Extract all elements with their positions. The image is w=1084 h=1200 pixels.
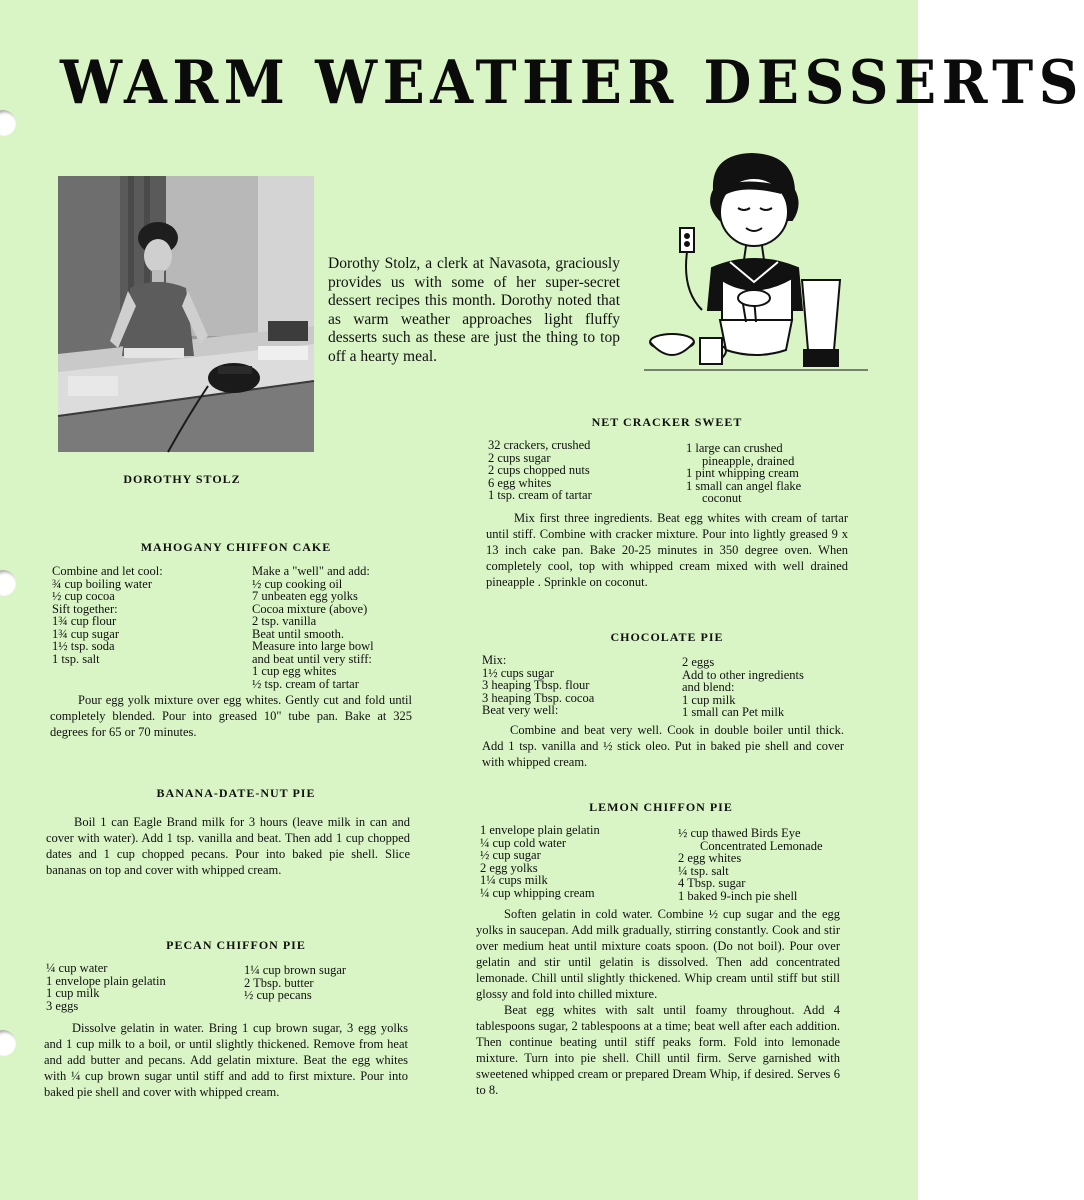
ingredients-cracker-2	[686, 442, 801, 505]
ingredient: ½ cup thawed Birds Eye	[678, 826, 801, 840]
ingredient: 2 eggs	[682, 655, 715, 669]
ingredient: 3 heaping Tbsp. flour	[482, 678, 590, 692]
ingredient: ½ cup pecans	[244, 988, 312, 1002]
ingredient: 1½ cups sugar	[482, 665, 554, 680]
ingredient: 2 egg whites	[678, 851, 742, 865]
ingredients-lemon-1	[480, 824, 600, 899]
ingredient: 1 tsp. salt	[52, 651, 100, 666]
page-title: WARM WEATHER DESSERTS	[60, 48, 1084, 118]
ingredient: 1 envelope plain gelatin	[46, 973, 166, 988]
ingredient: Make a "well" and add:	[252, 564, 370, 578]
ingredient: 1¼ cups milk	[480, 873, 548, 887]
ingredients-chocolate-2	[682, 656, 804, 719]
ingredient: 1¾ cup sugar	[52, 626, 119, 641]
ingredient: 7 unbeaten egg yolks	[252, 589, 358, 603]
ingredient: Combine and let cool:	[52, 564, 163, 578]
binder-hole	[0, 110, 16, 136]
binder-hole	[0, 1030, 16, 1056]
ingredients-chocolate-1	[482, 654, 594, 717]
ingredient: 1 cup milk	[682, 692, 736, 707]
directions-mahogany: Pour egg yolk mixture over egg whites. Gently cut and fold until completely blended. Pour into greased 10" tube pan. Bake at 325 degrees for 65 or 70 minutes.	[50, 693, 412, 739]
recipe-title-chocolate: CHOCOLATE PIE	[610, 630, 724, 644]
ingredient: Beat very well:	[482, 703, 559, 717]
recipe-title-banana: BANANA-DATE-NUT PIE	[156, 786, 316, 800]
ingredients-mahogany-1	[52, 565, 163, 665]
ingredient: 1¾ cup flour	[52, 614, 117, 628]
portrait-photo	[58, 176, 314, 452]
ingredient: 2 tsp. vanilla	[252, 614, 317, 628]
ingredient: 1 small can Pet milk	[682, 705, 785, 719]
recipe-title-mahogany: MAHOGANY CHIFFON CAKE	[140, 540, 332, 554]
recipe-title-lemon: LEMON CHIFFON PIE	[589, 800, 733, 814]
baking-woman-illustration	[642, 150, 870, 375]
ingredient: ½ tsp. cream of tartar	[252, 676, 359, 691]
ingredient: Cocoa mixture (above)	[252, 601, 368, 616]
ingredient: Measure into large bowl	[252, 639, 374, 653]
ingredient: coconut	[702, 491, 742, 505]
ingredient: ¼ cup water	[46, 961, 108, 975]
ingredient: 1 pint whipping cream	[686, 466, 799, 480]
ingredient: Sift together:	[52, 601, 118, 616]
ingredient: 2 Tbsp. butter	[244, 975, 314, 990]
ingredient: 1 small can angel flake	[686, 478, 802, 493]
ingredients-pecan-2	[244, 964, 346, 1002]
ingredients-cracker-1	[488, 439, 592, 502]
ingredient: ½ cup cooking oil	[252, 576, 343, 591]
ingredient: ½ cup sugar	[480, 848, 541, 862]
ingredient: and blend:	[682, 680, 735, 694]
binder-hole	[0, 570, 16, 596]
ingredient: 1 baked 9-inch pie shell	[678, 888, 798, 903]
intro-paragraph: Dorothy Stolz, a clerk at Navasota, graciously provides us with some of her super-secret dessert recipes this month. Dorothy noted that as warm weather approaches light fluffy desserts such as these are just the thing to top off a hearty meal.	[328, 255, 620, 365]
ingredient: pineapple, drained	[702, 453, 795, 468]
recipe-title-cracker: NET CRACKER SWEET	[591, 415, 743, 429]
directions-cracker: Mix first three ingredients. Beat egg whites with cream of tartar until stiff. Combine with cracker mixture. Pour into lightly greased 9 x 13 inch cake pan. Bake 20-25 minutes in 350 degree oven. When completely cool, top with whipped cream mixed with well drained pineapple . Sprinkle on coconut.	[486, 511, 848, 589]
ingredient: ¼ tsp. salt	[678, 863, 729, 878]
ingredient: 1¼ cup brown sugar	[244, 963, 347, 977]
directions-pecan: Dissolve gelatin in water. Bring 1 cup brown sugar, 3 egg yolks and 1 cup milk to a boil, or until slightly thickened. Remove from heat and add butter and pecans. Add gelatin mixture. Beat the egg whites with ¼ cup brown sugar until stiff and add to first mixture. Pour into baked pie shell and cover with whipped cream.	[44, 1021, 408, 1099]
ingredient: 1 cup egg whites	[252, 664, 337, 678]
ingredient: Add to other ingredients	[682, 667, 804, 682]
ingredient: 2 cups chopped nuts	[488, 463, 590, 477]
ingredient: Concentrated Lemonade	[700, 838, 823, 853]
ingredient: 2 cups sugar	[488, 450, 551, 465]
ingredient: 4 Tbsp. sugar	[678, 876, 746, 890]
photo-caption: DOROTHY STOLZ	[123, 472, 241, 486]
recipe-title-pecan: PECAN CHIFFON PIE	[166, 938, 306, 952]
ingredient: Mix:	[482, 653, 507, 667]
ingredient: 1 envelope plain gelatin	[480, 823, 600, 837]
ingredient: and beat until very stiff:	[252, 651, 372, 666]
ingredient: 1½ tsp. soda	[52, 639, 115, 653]
directions-chocolate: Combine and beat very well. Cook in double boiler until thick. Add 1 tsp. vanilla and ½ stick oleo. Put in baked pie shell and cover with whipped cream.	[482, 723, 844, 769]
ingredient: 1 cup milk	[46, 986, 100, 1000]
ingredient: 3 eggs	[46, 998, 79, 1013]
ingredient: ½ cup cocoa	[52, 589, 115, 603]
ingredient: ¾ cup boiling water	[52, 576, 152, 591]
directions-banana: Boil 1 can Eagle Brand milk for 3 hours (leave milk in can and cover with water). Add 1 tsp. vanilla and beat. Then add 1 cup chopped dates and 1 cup chopped pecans. Pour into baked pie shell. Slice bananas on top and cover with whipped cream.	[46, 815, 410, 877]
ingredient: Beat until smooth.	[252, 626, 345, 641]
ingredient: 2 egg yolks	[480, 860, 538, 875]
ingredients-pecan-1	[46, 962, 166, 1012]
directions-lemon: Soften gelatin in cold water. Combine ½ cup sugar and the egg yolks in saucepan. Add milk gradually, stirring constantly. Cook and stir over medium heat until mixture coats spoon. (Do not boil). Pour over gelatin and stir until gelatin is dissolved. Then add concentrated lemonade. Chill until slightly thickened. Whip cream until stiff but still glossy and fold into chilled mixture. Beat egg whites with salt until foamy throughout. Add 4 tablespoons sugar, 2 tablespoons at a time; beat well after each addition. Then continue beating until stiff peaks form. Fold into lemonade mixture. Turn into pie shell. Chill until firm. Serve garnished with sweetened whipped cream or prepared Dream Whip, if desired. Serves 6 to 8.	[476, 907, 840, 1097]
ingredients-lemon-2	[678, 827, 823, 902]
ingredient: 6 egg whites	[488, 475, 552, 490]
ingredient: ¼ cup cold water	[480, 835, 567, 850]
ingredient: 1 tsp. cream of tartar	[488, 488, 592, 502]
ingredient: ¼ cup whipping cream	[480, 885, 595, 900]
ingredients-mahogany-2	[252, 565, 374, 690]
ingredient: 32 crackers, crushed	[488, 438, 591, 452]
ingredient: 3 heaping Tbsp. cocoa	[482, 690, 595, 705]
ingredient: 1 large can crushed	[686, 441, 783, 455]
